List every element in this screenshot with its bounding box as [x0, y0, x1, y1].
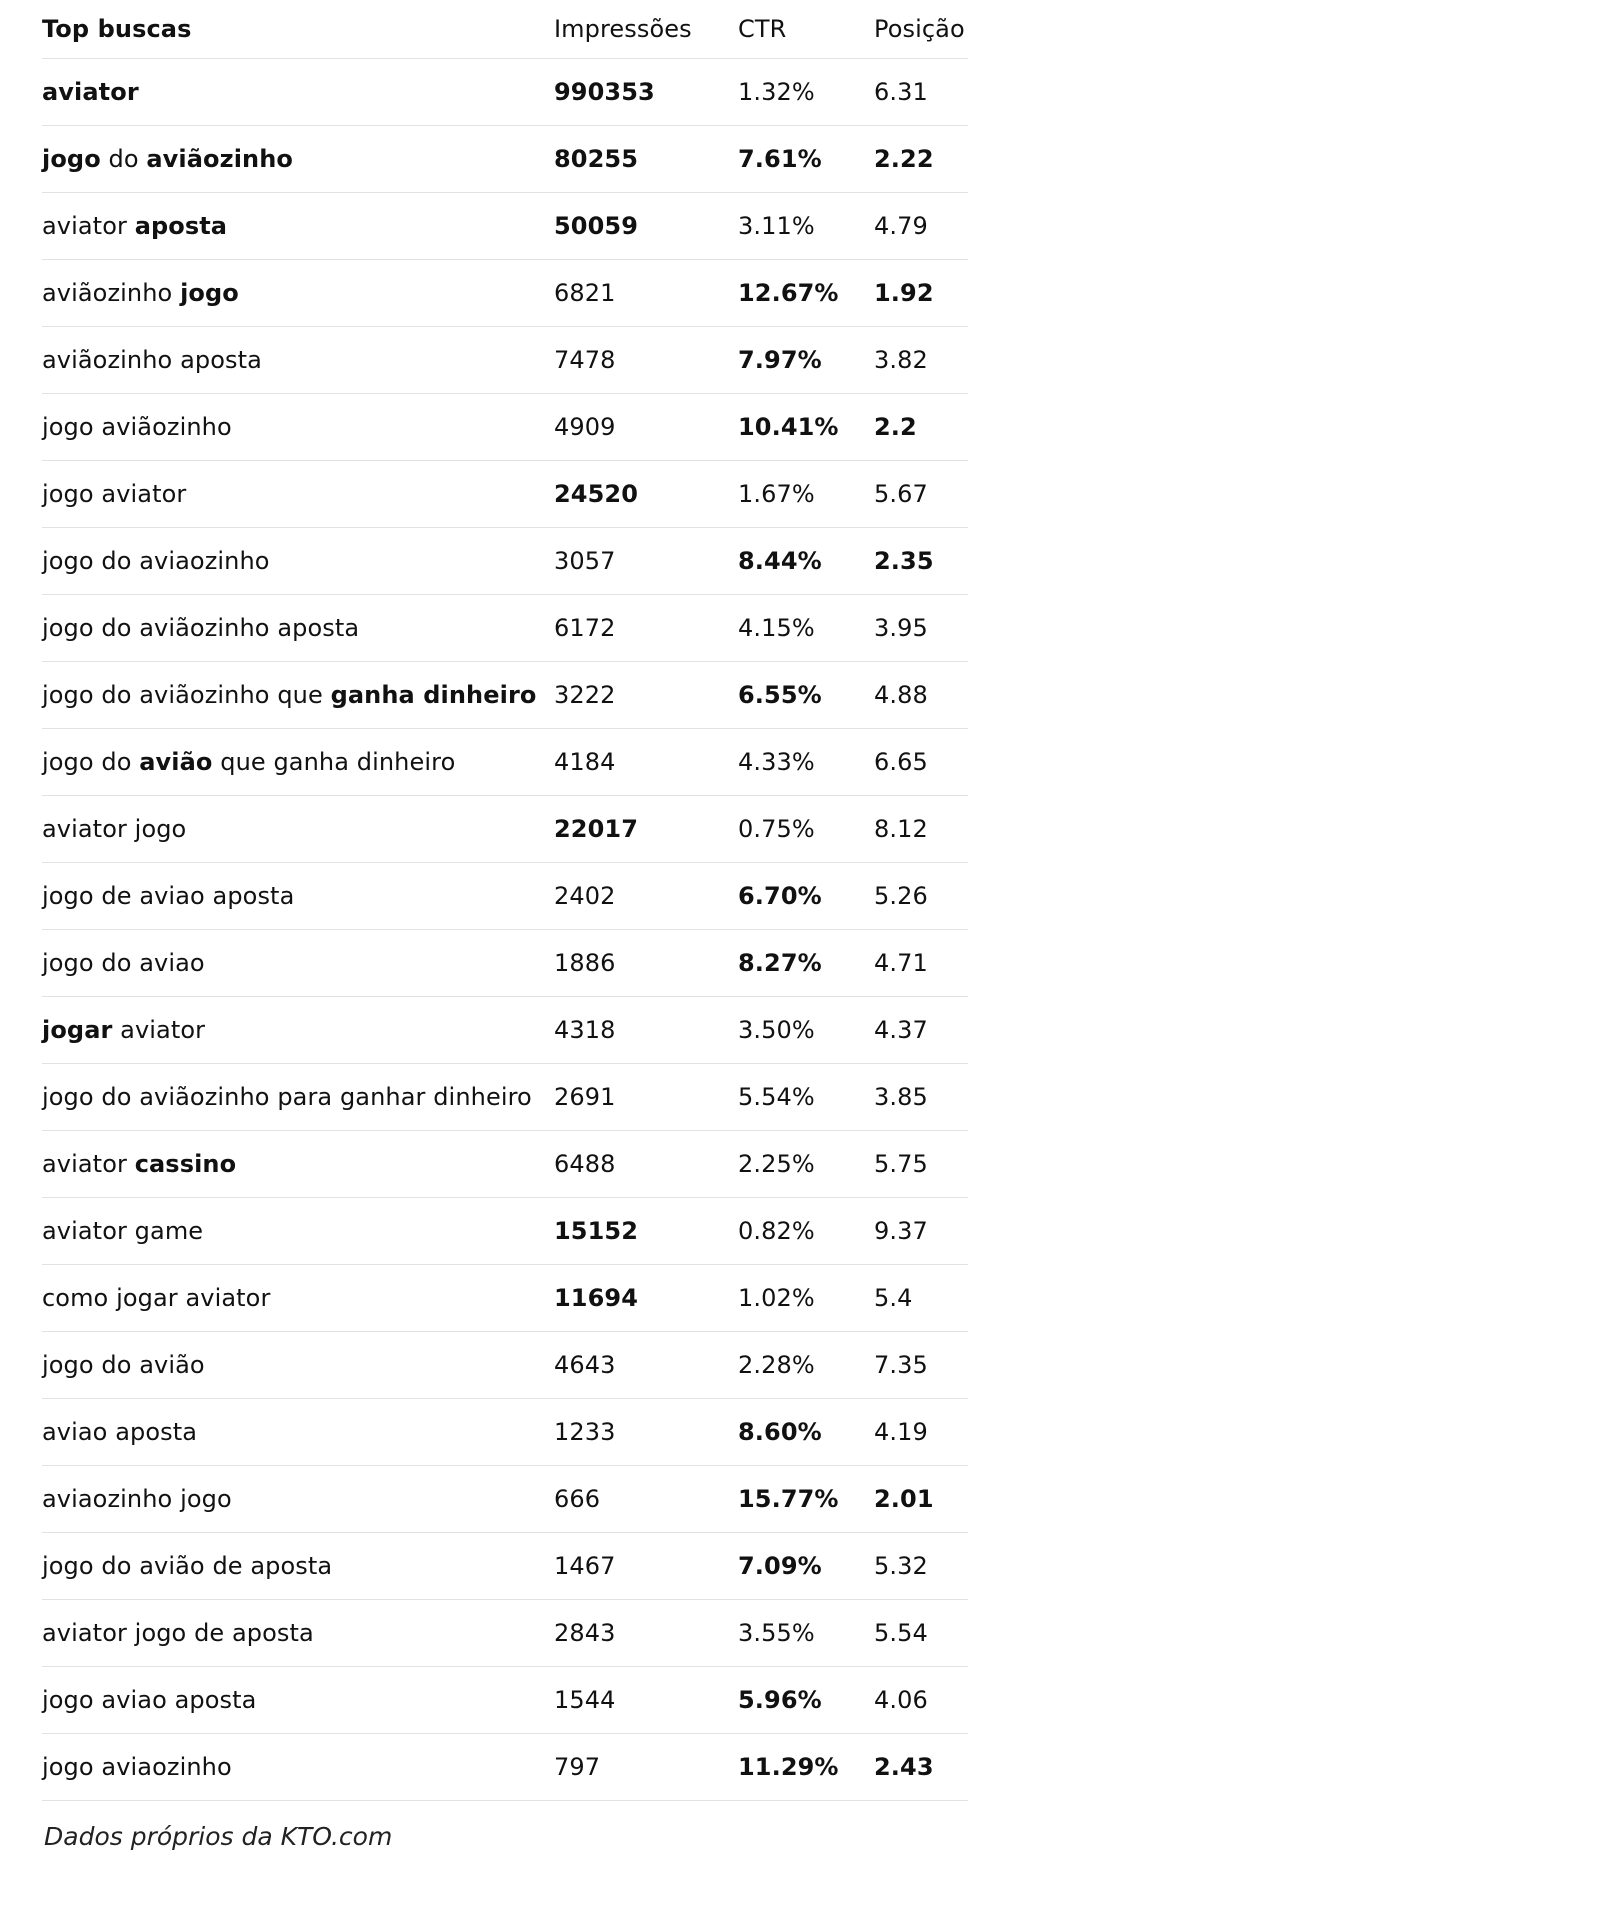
- ctr-cell: 1.32%: [738, 59, 874, 126]
- search-term-cell: [42, 1600, 554, 1667]
- table-row: [42, 260, 968, 327]
- table-row: [42, 59, 968, 126]
- search-term-segment: aviaozinho jogo: [42, 1485, 232, 1513]
- table-body: [42, 59, 968, 1801]
- table-row: [42, 1265, 968, 1332]
- search-term-segment: jogo aviator: [42, 480, 187, 508]
- search-term-cell: [42, 260, 554, 327]
- table-row: [42, 1131, 968, 1198]
- search-term-cell: [42, 595, 554, 662]
- search-term-segment: aviãozinho: [42, 279, 181, 307]
- table-row: [42, 327, 968, 394]
- search-term-cell: [42, 662, 554, 729]
- impressions-cell: 3222: [554, 662, 738, 729]
- position-cell: 7.35: [874, 1332, 968, 1399]
- search-term-segment: jogo: [42, 145, 101, 173]
- search-term-segment: jogo: [180, 279, 239, 307]
- ctr-cell: 1.67%: [738, 461, 874, 528]
- ctr-cell: 6.70%: [738, 863, 874, 930]
- search-term-segment: jogo aviãozinho: [42, 413, 232, 441]
- impressions-cell: 80255: [554, 126, 738, 193]
- source-caption: Dados próprios da KTO.com: [44, 1822, 393, 1851]
- position-cell: 8.12: [874, 796, 968, 863]
- position-cell: 6.65: [874, 729, 968, 796]
- search-term-segment: jogo do aviao: [42, 949, 205, 977]
- position-cell: 2.01: [874, 1466, 968, 1533]
- search-term-segment: jogo do aviãozinho aposta: [42, 614, 360, 642]
- search-term-cell: [42, 1332, 554, 1399]
- table-row: [42, 930, 968, 997]
- ctr-cell: 15.77%: [738, 1466, 874, 1533]
- position-cell: 4.37: [874, 997, 968, 1064]
- impressions-cell: 2691: [554, 1064, 738, 1131]
- table-header: [42, 0, 968, 59]
- search-term-segment: aviao aposta: [42, 1418, 198, 1446]
- search-term-cell: [42, 930, 554, 997]
- search-term-segment: jogo aviao aposta: [42, 1686, 257, 1714]
- search-term-segment: aviator jogo: [42, 815, 187, 843]
- impressions-cell: 1886: [554, 930, 738, 997]
- position-cell: 3.85: [874, 1064, 968, 1131]
- impressions-cell: 50059: [554, 193, 738, 260]
- ctr-cell: 1.02%: [738, 1265, 874, 1332]
- search-term-segment: aviator: [42, 1150, 135, 1178]
- ctr-cell: 0.75%: [738, 796, 874, 863]
- ctr-cell: 4.15%: [738, 595, 874, 662]
- search-term-segment: aposta: [134, 212, 228, 240]
- ctr-cell: 5.96%: [738, 1667, 874, 1734]
- search-term-cell: [42, 59, 554, 126]
- impressions-cell: 990353: [554, 59, 738, 126]
- header-position: Posição: [874, 0, 968, 59]
- search-term-segment: aviator: [112, 1016, 206, 1044]
- search-term-cell: [42, 1466, 554, 1533]
- impressions-cell: 2402: [554, 863, 738, 930]
- search-term-cell: [42, 327, 554, 394]
- impressions-cell: 6488: [554, 1131, 738, 1198]
- impressions-cell: 1467: [554, 1533, 738, 1600]
- ctr-cell: 12.67%: [738, 260, 874, 327]
- search-term-segment: avião: [139, 748, 213, 776]
- impressions-cell: 22017: [554, 796, 738, 863]
- table-row: [42, 193, 968, 260]
- search-term-segment: jogo do aviãozinho que: [42, 681, 331, 709]
- table-row: [42, 394, 968, 461]
- position-cell: 2.43: [874, 1734, 968, 1801]
- ctr-cell: 7.61%: [738, 126, 874, 193]
- search-term-segment: aviãozinho aposta: [42, 346, 262, 374]
- position-cell: 5.26: [874, 863, 968, 930]
- search-term-cell: [42, 394, 554, 461]
- position-cell: 5.67: [874, 461, 968, 528]
- table-row: [42, 1399, 968, 1466]
- impressions-cell: 1233: [554, 1399, 738, 1466]
- ctr-cell: 0.82%: [738, 1198, 874, 1265]
- search-term-segment: jogo do: [42, 748, 140, 776]
- search-term-cell: [42, 193, 554, 260]
- position-cell: 4.79: [874, 193, 968, 260]
- table-row: [42, 461, 968, 528]
- table-row: [42, 997, 968, 1064]
- impressions-cell: 4909: [554, 394, 738, 461]
- ctr-cell: 3.11%: [738, 193, 874, 260]
- search-term-segment: ganha dinheiro: [330, 681, 537, 709]
- impressions-cell: 2843: [554, 1600, 738, 1667]
- table-row: [42, 126, 968, 193]
- position-cell: 4.88: [874, 662, 968, 729]
- table-row: [42, 528, 968, 595]
- impressions-cell: 11694: [554, 1265, 738, 1332]
- position-cell: 4.71: [874, 930, 968, 997]
- search-term-segment: jogar: [42, 1016, 113, 1044]
- position-cell: 4.19: [874, 1399, 968, 1466]
- search-term-cell: [42, 1131, 554, 1198]
- position-cell: 5.4: [874, 1265, 968, 1332]
- position-cell: 1.92: [874, 260, 968, 327]
- table-row: [42, 1466, 968, 1533]
- ctr-cell: 3.50%: [738, 997, 874, 1064]
- ctr-cell: 7.97%: [738, 327, 874, 394]
- search-stats-table: [42, 0, 968, 1801]
- table-row: [42, 1064, 968, 1131]
- search-term-segment: aviãozinho: [146, 145, 293, 173]
- impressions-cell: 797: [554, 1734, 738, 1801]
- search-term-cell: [42, 997, 554, 1064]
- search-term-cell: [42, 461, 554, 528]
- ctr-cell: 10.41%: [738, 394, 874, 461]
- position-cell: 2.22: [874, 126, 968, 193]
- ctr-cell: 8.44%: [738, 528, 874, 595]
- table-row: [42, 662, 968, 729]
- search-term-cell: [42, 1198, 554, 1265]
- position-cell: 5.75: [874, 1131, 968, 1198]
- ctr-cell: 2.28%: [738, 1332, 874, 1399]
- table-row: [42, 1734, 968, 1801]
- search-term-segment: jogo do avião de aposta: [42, 1552, 333, 1580]
- impressions-cell: 1544: [554, 1667, 738, 1734]
- search-term-cell: [42, 1734, 554, 1801]
- ctr-cell: 6.55%: [738, 662, 874, 729]
- position-cell: 5.32: [874, 1533, 968, 1600]
- search-term-segment: que ganha dinheiro: [212, 748, 456, 776]
- search-term-segment: jogo do aviaozinho: [42, 547, 270, 575]
- ctr-cell: 4.33%: [738, 729, 874, 796]
- search-term-segment: cassino: [134, 1150, 237, 1178]
- search-term-cell: [42, 1064, 554, 1131]
- search-term-segment: como jogar aviator: [42, 1284, 271, 1312]
- search-term-cell: [42, 729, 554, 796]
- search-term-segment: aviator jogo de aposta: [42, 1619, 314, 1647]
- header-top-searches: Top buscas: [42, 0, 554, 59]
- table-row: [42, 729, 968, 796]
- impressions-cell: 6821: [554, 260, 738, 327]
- ctr-cell: 8.27%: [738, 930, 874, 997]
- table-row: [42, 595, 968, 662]
- impressions-cell: 24520: [554, 461, 738, 528]
- position-cell: 2.35: [874, 528, 968, 595]
- impressions-cell: 7478: [554, 327, 738, 394]
- search-term-cell: [42, 126, 554, 193]
- header-ctr: CTR: [738, 0, 874, 59]
- impressions-cell: 4318: [554, 997, 738, 1064]
- search-term-cell: [42, 1667, 554, 1734]
- position-cell: 3.95: [874, 595, 968, 662]
- position-cell: 5.54: [874, 1600, 968, 1667]
- ctr-cell: 11.29%: [738, 1734, 874, 1801]
- position-cell: 9.37: [874, 1198, 968, 1265]
- ctr-cell: 3.55%: [738, 1600, 874, 1667]
- search-term-cell: [42, 1265, 554, 1332]
- impressions-cell: 15152: [554, 1198, 738, 1265]
- ctr-cell: 5.54%: [738, 1064, 874, 1131]
- impressions-cell: 3057: [554, 528, 738, 595]
- ctr-cell: 8.60%: [738, 1399, 874, 1466]
- search-term-segment: aviator: [42, 212, 135, 240]
- header-impressions: Impressões: [554, 0, 738, 59]
- search-term-segment: jogo aviaozinho: [42, 1753, 232, 1781]
- impressions-cell: 4184: [554, 729, 738, 796]
- table-row: [42, 1533, 968, 1600]
- impressions-cell: 6172: [554, 595, 738, 662]
- search-term-cell: [42, 796, 554, 863]
- table-row: [42, 1667, 968, 1734]
- search-term-cell: [42, 1533, 554, 1600]
- search-term-cell: [42, 863, 554, 930]
- search-term-segment: jogo do avião: [42, 1351, 205, 1379]
- search-term-segment: jogo de aviao aposta: [42, 882, 295, 910]
- impressions-cell: 666: [554, 1466, 738, 1533]
- position-cell: 6.31: [874, 59, 968, 126]
- search-term-segment: aviator: [42, 78, 139, 106]
- position-cell: 2.2: [874, 394, 968, 461]
- table-row: [42, 1198, 968, 1265]
- ctr-cell: 2.25%: [738, 1131, 874, 1198]
- position-cell: 4.06: [874, 1667, 968, 1734]
- table-row: [42, 1600, 968, 1667]
- ctr-cell: 7.09%: [738, 1533, 874, 1600]
- table-row: [42, 863, 968, 930]
- position-cell: 3.82: [874, 327, 968, 394]
- table-row: [42, 1332, 968, 1399]
- search-term-segment: jogo do aviãozinho para ganhar dinheiro: [42, 1083, 532, 1111]
- search-term-cell: [42, 1399, 554, 1466]
- search-term-segment: do: [100, 145, 147, 173]
- search-term-segment: aviator game: [42, 1217, 204, 1245]
- header-row: [42, 0, 968, 59]
- search-term-cell: [42, 528, 554, 595]
- table-row: [42, 796, 968, 863]
- impressions-cell: 4643: [554, 1332, 738, 1399]
